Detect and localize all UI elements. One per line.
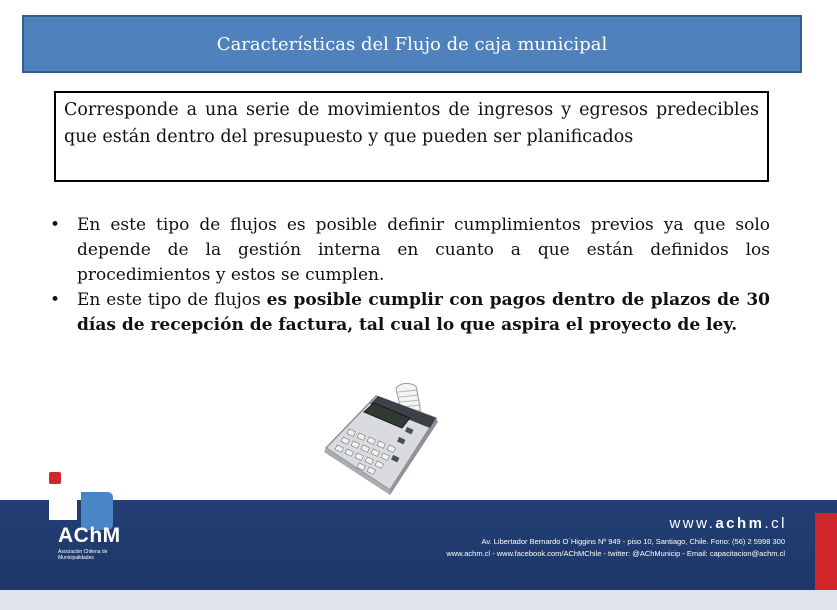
- bullet-text-2-bold: es posible cumplir con pagos dentro de plazos de 30 días de recepción de factura, tal cual lo que aspira el proyecto de ley.: [77, 290, 770, 335]
- bullet-text-2-plain: En este tipo de flujos: [77, 290, 267, 310]
- footer-address: Av. Libertador Bernardo O´Higgins Nº 949 - piso 10, Santiago, Chile. Fono: (56) 2 5998 300: [481, 537, 785, 546]
- logo-subtext: Asociación Chilena de Municipalidades: [58, 549, 108, 561]
- footer-contacts: www.achm.cl - www.facebook.com/AChMChile - twitter: @AChMunicip - Email: capacitacion@achm.cl: [446, 549, 785, 558]
- bullet-text-2: [77, 288, 770, 338]
- website-suffix: .cl: [764, 515, 787, 532]
- slide-title-banner: [22, 15, 802, 73]
- bullet-item-1: [50, 213, 770, 288]
- bullet-text-1: En este tipo de flujos es posible definir cumplimientos previos ya que solo depende de la gestión interna en cuanto a que están definidos los procedimientos y estos se cumplen.: [77, 215, 770, 285]
- definition-text: Corresponde a una serie de movimientos de ingresos y egresos predecibles que están dentro del presupuesto y que pueden ser planificados: [64, 100, 759, 147]
- definition-box: [54, 91, 769, 182]
- slide-title: Características del Flujo de caja municipal: [216, 33, 608, 55]
- bullet-item-2: [50, 288, 770, 338]
- bullet-list: [50, 213, 770, 338]
- website-name: achm: [715, 515, 765, 532]
- footer-strip: [0, 590, 837, 610]
- printing-calculator-icon: [318, 378, 443, 496]
- bullet-mark: •: [50, 215, 61, 235]
- website-prefix: www.: [669, 515, 716, 532]
- bullet-mark: •: [50, 290, 61, 310]
- website-link[interactable]: [669, 515, 787, 532]
- red-accent-tab: [815, 513, 837, 590]
- logo-text: AChM: [58, 524, 121, 547]
